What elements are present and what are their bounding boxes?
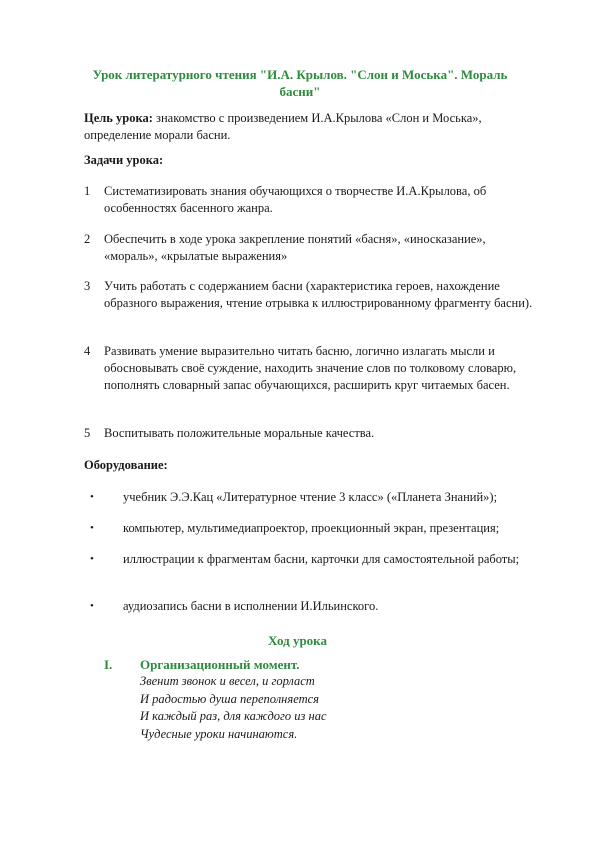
lesson-progress-heading: Ход урока <box>268 633 327 648</box>
poem-line: Звенит звонок и весел, и горласт <box>140 674 315 688</box>
task-text: Воспитывать положительные моральные качества. <box>104 426 375 440</box>
task-number: 1 <box>84 184 91 198</box>
lesson-goal <box>84 110 534 144</box>
task-text: Систематизировать знания обучающихся о творчестве И.А.Крылова, об особенностях басенного жанра. <box>104 184 487 215</box>
poem-line: И радостью душа переполняется <box>140 691 319 706</box>
task-text: Обеспечить в ходе урока закрепление понятий «басня», «иносказание», «мораль», «крылатые выражения» <box>104 232 486 263</box>
equipment-heading: Оборудование: <box>84 458 168 472</box>
task-number: 2 <box>84 232 91 246</box>
task-text: Учить работать с содержанием басни (характеристика героев, нахождение образного выражения, чтение отрывка к иллюстрированному фрагменту басни). <box>104 279 533 310</box>
bullet-icon: • <box>90 491 94 503</box>
stage-label: Организационный момент. <box>140 657 300 672</box>
bullet-icon: • <box>90 522 94 534</box>
poem-line: И каждый раз, для каждого из нас <box>140 709 327 723</box>
document-title: Урок литературного чтения "И.А. Крылов. "Слон и Моська". Мораль басни" <box>92 67 508 99</box>
equipment-text: компьютер, мультимедиапроектор, проекционный экран, презентация; <box>123 521 500 535</box>
equipment-text: иллюстрации к фрагментам басни, карточки для самостоятельной работы; <box>123 552 520 566</box>
tasks-heading: Задачи урока: <box>84 153 164 167</box>
task-text: Развивать умение выразительно читать басню, логично излагать мысли и обосновывать своё суждение, находить значение слов по толковому словарю, пополнять словарный запас обучающихся, расширить круг читаемых басен. <box>104 344 517 392</box>
goal-label: Цель урока: <box>84 111 153 125</box>
goal-text: знакомство с произведением И.А.Крылова «Слон и Моська», определение морали басни. <box>84 111 482 142</box>
task-number: 4 <box>84 344 91 358</box>
poem-line: Чудесные уроки начинаются. <box>140 726 298 741</box>
task-number: 5 <box>84 426 91 440</box>
task-number: 3 <box>84 279 91 293</box>
equipment-text: аудиозапись басни в исполнении И.Ильинского. <box>123 599 379 613</box>
stage-number: I. <box>104 657 113 672</box>
bullet-icon: • <box>90 553 94 565</box>
poem <box>140 673 520 743</box>
equipment-text: учебник Э.Э.Кац «Литературное чтение 3 класс» («Планета Знаний»); <box>123 490 498 504</box>
bullet-icon: • <box>90 600 94 612</box>
